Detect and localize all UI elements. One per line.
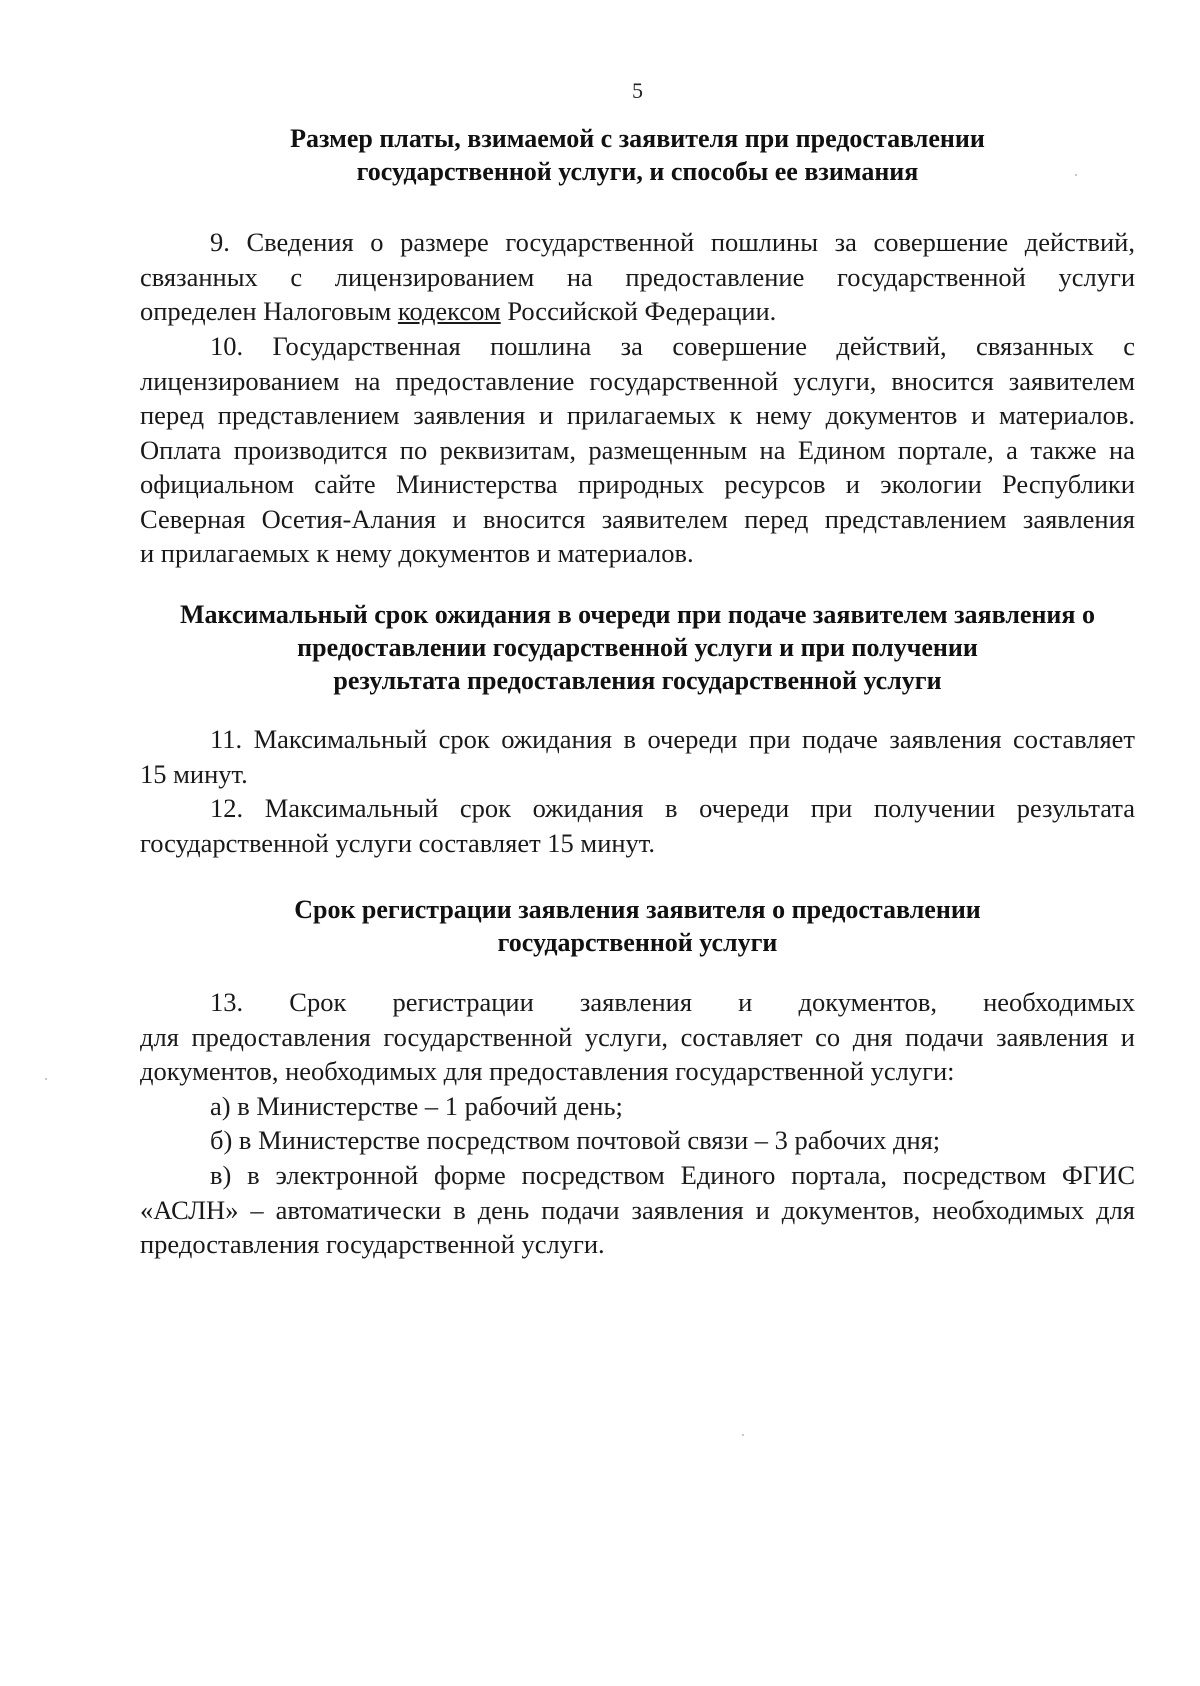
paragraph-12 [140, 791, 1135, 860]
paragraph-10 [140, 329, 1135, 571]
text-line: перед представлением заявления и прилагаемых к нему документов и материалов. [140, 400, 1135, 430]
scan-speck [45, 1078, 47, 1080]
text-fragment: Российской Федерации. [500, 296, 777, 326]
section-heading-registration [140, 893, 1135, 959]
text-line: 12. Максимальный срок ожидания в очереди при получении результата [210, 793, 1135, 823]
text-line: 9. Сведения о размере государственной пошлины за совершение действий, [210, 227, 1135, 257]
text-line: для предоставления государственной услуги, составляет со дня подачи заявления и [140, 1021, 1135, 1052]
section-heading-fee [140, 122, 1135, 188]
text-line: и прилагаемых к нему документов и материалов. [140, 538, 694, 568]
text-line: 13. Срок регистрации заявления и документов, необходимых [210, 987, 1135, 1017]
text-line: лицензированием на предоставление государственной услуги, вносится заявителем [140, 365, 1135, 396]
paragraph-9 [140, 225, 1135, 329]
text-line: документов, необходимых для предоставления государственной услуги: [140, 1056, 955, 1086]
heading-line: государственной услуги, и способы ее взимания [356, 157, 919, 186]
text-line: предоставления государственной услуги. [140, 1229, 605, 1259]
text-line: официальном сайте Министерства природных ресурсов и экологии Республики [140, 469, 1135, 499]
text-line: 11. Максимальный срок ожидания в очереди при подаче заявления составляет [210, 724, 1135, 754]
heading-line: результата предоставления государственной услуги [333, 666, 942, 695]
list-item-c [140, 1158, 1135, 1262]
tax-code-link[interactable]: кодексом [397, 296, 501, 326]
list-item-b: б) в Министерстве посредством почтовой связи – 3 рабочих дня; [210, 1125, 941, 1155]
heading-line: Срок регистрации заявления заявителя о предоставлении [294, 895, 981, 924]
heading-line: государственной услуги [497, 928, 778, 957]
text-line: государственной услуги составляет 15 минут. [140, 827, 656, 858]
paragraph-11 [140, 722, 1135, 791]
heading-line: предоставлении государственной услуги и при получении [297, 633, 978, 662]
scan-speck [742, 1434, 744, 1436]
heading-line: Максимальный срок ожидания в очереди при подаче заявителем заявления о [180, 600, 1095, 629]
text-line [140, 294, 1135, 329]
list-item-a: а) в Министерстве – 1 рабочий день; [210, 1091, 623, 1121]
paragraph-13 [140, 985, 1135, 1089]
text-line: 15 минут. [140, 758, 248, 789]
text-line: связанных с лицензированием на предоставление государственной услуги [140, 261, 1135, 292]
text-line: Оплата производится по реквизитам, размещенным на Едином портале, а также на [140, 434, 1135, 465]
text-line: в) в электронной форме посредством Единого портала, посредством ФГИС [210, 1160, 1135, 1190]
heading-line: Размер платы, взимаемой с заявителя при предоставлении [290, 124, 985, 153]
text-fragment: определен Налоговым [140, 296, 398, 326]
text-line: Северная Осетия-Алания и вносится заявителем перед представлением заявления [140, 503, 1135, 534]
text-line: «АСЛН» – автоматически в день подачи заявления и документов, необходимых для [140, 1194, 1135, 1225]
text-line: 10. Государственная пошлина за совершение действий, связанных с [210, 331, 1135, 361]
scan-speck [1075, 174, 1077, 176]
page-number: 5 [632, 78, 643, 103]
section-heading-queue [140, 598, 1135, 697]
